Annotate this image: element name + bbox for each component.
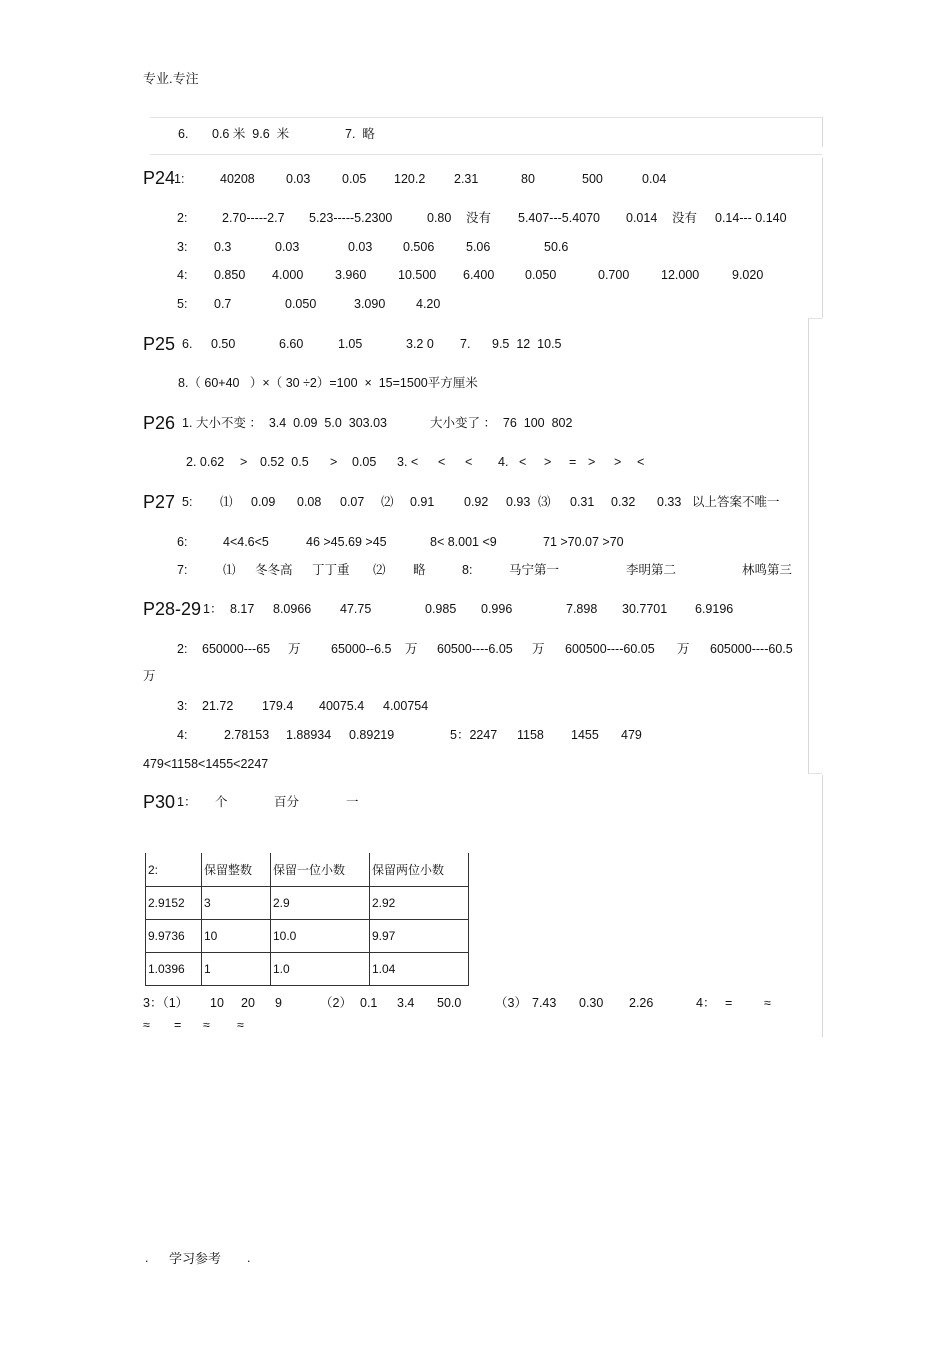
table-header-cell: 保留一位小数 xyxy=(271,853,370,887)
answer-cell: 8< 8.001 <9 xyxy=(430,535,497,549)
answer-cell: ⑶ xyxy=(538,495,551,509)
table-cell: 1 xyxy=(202,953,271,986)
answer-cell: 0.50 xyxy=(211,337,236,351)
answer-cell: 605000----60.5 xyxy=(710,642,793,656)
answer-cell: 3.2 0 xyxy=(406,337,434,351)
answer-cell: 0.850 xyxy=(214,268,246,282)
answer-cell: 0.80 xyxy=(427,211,452,225)
answer-cell: 0.506 xyxy=(403,240,435,254)
answer-cell: ⑴ xyxy=(220,495,233,509)
answer-cell: 1158 xyxy=(517,728,544,742)
answer-cell: 0.996 xyxy=(481,602,513,616)
answer-cell: 0.1 xyxy=(360,996,378,1010)
answer-cell: > xyxy=(330,455,338,469)
table-cell: 3 xyxy=(202,887,271,920)
answer-cell: ≈ xyxy=(237,1018,244,1032)
table-cell: 1.0396 xyxy=(146,953,202,986)
answer-cell: 0.89219 xyxy=(349,728,395,742)
page-label-p25: P25 xyxy=(143,334,176,354)
answer-cell: 71 >70.07 >70 xyxy=(543,535,624,549)
answer-cell: 3. < xyxy=(397,455,419,469)
answer-cell: 7.43 xyxy=(532,996,557,1010)
answer-cell: 7. xyxy=(460,337,471,351)
answer-cell: > xyxy=(614,455,622,469)
answer-cell: 0.700 xyxy=(598,268,630,282)
answer-cell: 0.07 xyxy=(340,495,365,509)
answer-cell: 0.05 xyxy=(342,172,367,186)
answer-cell: 46 >45.69 >45 xyxy=(306,535,387,549)
table-cell: 2.9152 xyxy=(146,887,202,920)
answer-cell: ≈ xyxy=(764,996,771,1010)
answer-cell: 个 xyxy=(215,795,228,809)
answer-cell: < xyxy=(519,455,527,469)
answer-cell: 0.04 xyxy=(642,172,667,186)
answer-cell: 5.23-----5.2300 xyxy=(309,211,393,225)
answer-cell: 5：2247 xyxy=(450,728,498,742)
table-cell: 1.0 xyxy=(271,953,370,986)
answer-cell: 6.9196 xyxy=(695,602,734,616)
answer-cell: 0.93 xyxy=(506,495,531,509)
answer-cell: 5.06 xyxy=(466,240,491,254)
table-cell: 10 xyxy=(202,920,271,953)
table-row xyxy=(146,953,469,986)
table-cell: 10.0 xyxy=(271,920,370,953)
answer-cell: 8.17 xyxy=(230,602,255,616)
answer-cell: 479<1158<1455<2247 xyxy=(143,757,269,771)
answer-cell: 6. xyxy=(178,127,189,141)
table-row xyxy=(146,853,469,887)
footer-dot: . xyxy=(247,1251,251,1265)
answer-cell: 1455 xyxy=(571,728,599,742)
table-cell: 9.97 xyxy=(370,920,469,953)
answer-cell: 50.6 xyxy=(544,240,569,254)
answer-cell: 0.014 xyxy=(626,211,658,225)
answer-cell: 10 xyxy=(210,996,224,1010)
answer-cell: = xyxy=(725,996,733,1010)
answer-cell: 9.020 xyxy=(732,268,764,282)
table-cell: 9.9736 xyxy=(146,920,202,953)
answer-cell: 冬冬高 xyxy=(255,563,293,577)
page-label-p24: P24 xyxy=(143,168,176,188)
answer-cell: 6.60 xyxy=(279,337,304,351)
answer-cell: 李明第二 xyxy=(626,563,677,577)
answer-cell: 4. xyxy=(498,455,509,469)
page-label-p26: P26 xyxy=(143,413,176,433)
frame-line xyxy=(822,158,823,318)
page-label-p28-29: P28-29 xyxy=(143,599,202,619)
answer-cell: 4.20 xyxy=(416,297,441,311)
answer-cell: 1： xyxy=(203,602,223,616)
answer-cell: 600500----60.05 xyxy=(565,642,655,656)
answer-cell: 大小变了 ： 76 100 802 xyxy=(430,416,573,430)
answer-cell: 2.31 xyxy=(454,172,479,186)
answer-cell: 4: xyxy=(177,268,188,282)
answer-cell: 0.6 米 9.6 米 xyxy=(212,127,290,141)
answer-cell: 丁丁重 xyxy=(312,563,350,577)
answer-cell: 2. 0.62 xyxy=(186,455,225,469)
answer-cell: 7: xyxy=(177,563,188,577)
answer-cell: 8: xyxy=(462,563,473,577)
answer-cell: < xyxy=(438,455,446,469)
answer-cell: 65000--6.5 xyxy=(331,642,392,656)
answer-cell: 60500----6.05 xyxy=(437,642,513,656)
answer-cell: 马宁第一 xyxy=(509,563,560,577)
answer-cell: 5: xyxy=(177,297,188,311)
answer-cell: 80 xyxy=(521,172,535,186)
answer-cell: 6: xyxy=(177,535,188,549)
answer-cell: 0.985 xyxy=(425,602,457,616)
answer-cell: > xyxy=(544,455,552,469)
answer-cell: 0.050 xyxy=(525,268,557,282)
answer-cell: 0.050 xyxy=(285,297,317,311)
answer-cell: 万 xyxy=(405,642,418,656)
answer-cell: 0.3 xyxy=(214,240,232,254)
answer-cell: = xyxy=(569,455,577,469)
table-header-cell: 保留整数 xyxy=(202,853,271,887)
answer-cell: 3.4 xyxy=(397,996,415,1010)
answer-cell: 2.26 xyxy=(629,996,654,1010)
answer-cell: （3） xyxy=(495,996,527,1010)
answer-cell: 4<4.6<5 xyxy=(223,535,269,549)
answer-cell: 10.500 xyxy=(398,268,437,282)
answer-cell: 0.91 xyxy=(410,495,435,509)
frame-line xyxy=(150,117,822,118)
answer-cell: 万 xyxy=(288,642,301,656)
footer-dot: . xyxy=(145,1251,149,1265)
answer-cell: > xyxy=(588,455,596,469)
frame-line xyxy=(150,154,822,155)
answer-cell: 40075.4 xyxy=(319,699,365,713)
answer-cell: 0.03 xyxy=(348,240,373,254)
answer-cell: 12.000 xyxy=(661,268,700,282)
answer-cell: 6. xyxy=(182,337,193,351)
answer-cell: 0.14--- 0.140 xyxy=(715,211,787,225)
answer-cell: ≈ xyxy=(143,1018,150,1032)
answer-cell: 0.09 xyxy=(251,495,276,509)
table-header-cell: 保留两位小数 xyxy=(370,853,469,887)
answer-cell: 0.05 xyxy=(352,455,377,469)
answer-cell: ⑵ xyxy=(373,563,386,577)
answer-cell: （2） xyxy=(320,996,352,1010)
answer-cell: < xyxy=(465,455,473,469)
answer-cell: 650000---65 xyxy=(202,642,271,656)
answer-cell: 万 xyxy=(143,669,156,683)
answer-cell: 4.00754 xyxy=(383,699,429,713)
page-header: 专业.专注 xyxy=(143,71,199,86)
answer-cell: 5.407---5.4070 xyxy=(518,211,601,225)
answer-cell: 9.5 12 10.5 xyxy=(492,337,562,351)
answer-cell: 没有 xyxy=(466,211,492,225)
answer-cell: 3.960 xyxy=(335,268,367,282)
frame-line xyxy=(822,117,823,147)
page-footer: 学习参考 xyxy=(169,1251,222,1266)
answer-cell: 50.0 xyxy=(437,996,462,1010)
answer-cell: 2.78153 xyxy=(224,728,270,742)
answer-cell: 0.31 xyxy=(570,495,595,509)
answer-cell: 3: xyxy=(177,699,188,713)
table-header-cell: 2: xyxy=(146,853,202,887)
answer-cell: 0.03 xyxy=(275,240,300,254)
answer-cell: 30.7701 xyxy=(622,602,668,616)
frame-line xyxy=(822,775,823,1037)
frame-line xyxy=(808,773,822,774)
answer-cell: 7. 略 xyxy=(345,127,375,141)
table-cell: 1.04 xyxy=(370,953,469,986)
answer-cell: 百分 xyxy=(274,795,300,809)
table-row xyxy=(146,887,469,920)
answer-cell: 4: xyxy=(177,728,188,742)
table-cell: 2.92 xyxy=(370,887,469,920)
answer-cell: 47.75 xyxy=(340,602,372,616)
answer-cell: 3: xyxy=(177,240,188,254)
frame-line xyxy=(808,318,822,319)
answer-cell: 9 xyxy=(275,996,282,1010)
answer-cell: 0.08 xyxy=(297,495,322,509)
answer-cell: 7.898 xyxy=(566,602,598,616)
answer-cell: 1： xyxy=(177,795,197,809)
answer-cell: 479 xyxy=(621,728,642,742)
answer-cell: 0.03 xyxy=(286,172,311,186)
answer-cell: 0.33 xyxy=(657,495,682,509)
answer-cell: 万 xyxy=(677,642,690,656)
page-label-p27: P27 xyxy=(143,492,176,512)
answer-cell: > xyxy=(240,455,248,469)
table-cell: 2.9 xyxy=(271,887,370,920)
answer-cell: 20 xyxy=(241,996,255,1010)
answer-cell: 1.88934 xyxy=(286,728,332,742)
answer-cell: 8.（ 60+40 ）×（ 30 ÷2）=100 × 15=1500平方厘米 xyxy=(178,376,478,390)
answer-cell: 179.4 xyxy=(262,699,294,713)
answer-cell: 0.92 xyxy=(464,495,489,509)
answer-cell: 5: xyxy=(182,495,193,509)
answer-cell: 0.30 xyxy=(579,996,604,1010)
answer-cell: 21.72 xyxy=(202,699,234,713)
answer-cell: 4： xyxy=(696,996,716,1010)
frame-line xyxy=(808,318,809,773)
answer-cell: 1. 大小不变 ： 3.4 0.09 5.0 303.03 xyxy=(182,416,387,430)
answer-cell: 2: xyxy=(177,642,188,656)
page-label-p30: P30 xyxy=(143,792,176,812)
answer-cell: 4.000 xyxy=(272,268,304,282)
answer-cell: 6.400 xyxy=(463,268,495,282)
answer-cell: 万 xyxy=(532,642,545,656)
answer-cell: 林鸣第三 xyxy=(742,563,793,577)
answer-cell: 0.7 xyxy=(214,297,232,311)
answer-cell: 1: xyxy=(174,172,185,186)
answer-cell: < xyxy=(637,455,645,469)
answer-cell: 8.0966 xyxy=(273,602,312,616)
answer-cell: ≈ xyxy=(203,1018,210,1032)
answer-cell: 500 xyxy=(582,172,603,186)
answer-cell: 1.05 xyxy=(338,337,363,351)
answer-cell: ⑴ xyxy=(223,563,236,577)
answer-cell: 3.090 xyxy=(354,297,386,311)
table-row xyxy=(146,920,469,953)
answer-cell: 没有 xyxy=(672,211,698,225)
answer-cell: 0.32 xyxy=(611,495,636,509)
answer-cell: = xyxy=(174,1018,182,1032)
rounding-table xyxy=(145,853,469,986)
answer-cell: 2: xyxy=(177,211,188,225)
answer-cell: 2.70-----2.7 xyxy=(222,211,285,225)
answer-cell: 120.2 xyxy=(394,172,426,186)
answer-cell: ⑵ xyxy=(381,495,394,509)
answer-cell: 以上答案不唯一 xyxy=(692,495,780,509)
answer-cell: 40208 xyxy=(220,172,255,186)
answer-cell: 一 xyxy=(346,795,359,809)
answer-cell: 0.52 0.5 xyxy=(260,455,309,469)
answer-cell: 3：（1） xyxy=(143,996,189,1010)
answer-cell: 略 xyxy=(413,563,426,577)
